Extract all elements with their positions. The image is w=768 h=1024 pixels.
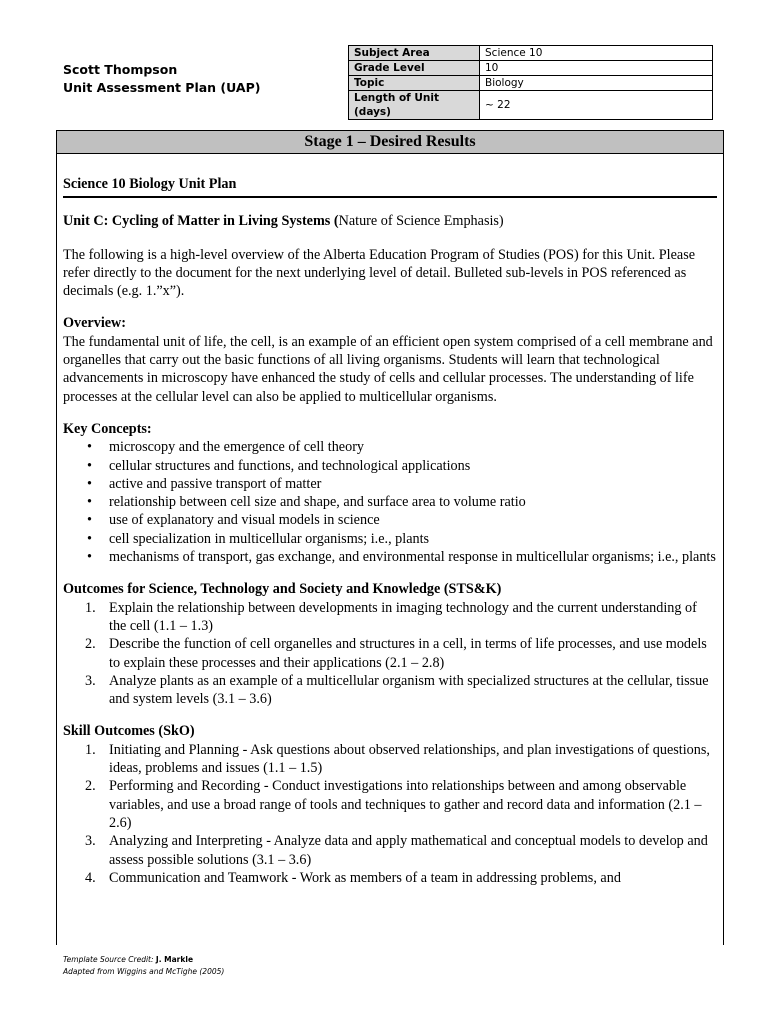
meta-key: Topic xyxy=(349,76,480,91)
unit-title-emphasis: Nature of Science Emphasis) xyxy=(338,213,504,230)
list-item xyxy=(63,635,717,672)
list-item-text: active and passive transport of matter xyxy=(109,475,322,492)
list-item-text: use of explanatory and visual models in science xyxy=(109,512,380,529)
bullet-icon: • xyxy=(87,530,92,547)
bullet-icon: • xyxy=(87,549,92,566)
list-item-text: microscopy and the emergence of cell theory xyxy=(109,439,365,456)
credit-name: J. Markle xyxy=(155,955,194,964)
list-item-text: relationship between cell size and shape, and surface area to volume ratio xyxy=(109,494,526,511)
key-concepts-heading: Key Concepts: xyxy=(63,420,152,437)
unit-title-bold: Unit C: Cycling of Matter in Living Systems ( xyxy=(63,213,339,230)
list-number: 2. xyxy=(85,778,96,795)
list-item-text: cell specialization in multicellular organisms; i.e., plants xyxy=(109,530,430,547)
adapted-from: Adapted from Wiggins and McTighe (2005) xyxy=(63,967,225,976)
stsk-outcomes-list xyxy=(63,599,717,709)
list-item xyxy=(63,511,717,529)
stage-1-frame xyxy=(56,130,724,945)
skill-outcomes-list xyxy=(63,741,717,887)
bullet-icon: • xyxy=(87,494,92,511)
list-item xyxy=(63,599,717,636)
plan-title: Science 10 Biology Unit Plan xyxy=(63,175,717,198)
list-item xyxy=(63,493,717,511)
overview-paragraph: The fundamental unit of life, the cell, is an example of an efficient open system comprised of a cell membrane and organelles that carry out the basic functions of all living organisms. Students will learn that technological advancements in microscopy have enhanced the study of cells and cellular processes. The understanding of life processes at the cellular level can also be applied to multicellular organisms. xyxy=(63,333,713,405)
meta-value: Science 10 xyxy=(480,46,713,61)
meta-key: Grade Level xyxy=(349,61,480,76)
list-item xyxy=(63,475,717,493)
meta-key: Length of Unit (days) xyxy=(349,91,480,120)
list-item xyxy=(63,548,717,566)
list-item-text: Analyze plants as an example of a multicellular organism with specialized structures at the cellular, tissue and system levels (3.1 – 3.6) xyxy=(109,672,709,708)
list-item-text: Explain the relationship between developments in imaging technology and the current understanding of the cell (1.1 – 1.3) xyxy=(109,599,697,634)
list-item-text: Performing and Recording - Conduct investigations into relationships between and among observable variables, and use a broad range of tools and techniques to gather and record data and information (2.1 – 2.6) xyxy=(109,778,702,831)
author-name: Scott Thompson xyxy=(63,62,178,77)
list-item-text: Communication and Teamwork - Work as members of a team in addressing problems, and xyxy=(109,869,621,886)
overview-heading: Overview: xyxy=(63,315,127,332)
list-number: 1. xyxy=(85,741,96,758)
list-item xyxy=(63,457,717,475)
intro-paragraph: The following is a high-level overview of the Alberta Education Program of Studies (POS) for this Unit. Please refer directly to the document for the next underlying level of detail. Bulleted sub-levels in POS referenced as decimals (e.g. 1.”x”). xyxy=(63,246,696,300)
author-block xyxy=(63,61,260,97)
key-concepts-list xyxy=(63,438,717,566)
list-item-text: cellular structures and functions, and technological applications xyxy=(109,457,471,474)
skill-outcomes-heading: Skill Outcomes (SkO) xyxy=(63,723,195,740)
list-item xyxy=(63,832,717,869)
list-number: 3. xyxy=(85,672,96,689)
table-row xyxy=(349,46,713,61)
document-title: Unit Assessment Plan (UAP) xyxy=(63,80,261,95)
meta-value: 10 xyxy=(480,61,713,76)
table-row xyxy=(349,76,713,91)
stage-content xyxy=(57,175,723,887)
unit-info-table xyxy=(348,45,713,120)
list-number: 3. xyxy=(85,833,96,850)
stage-title: Stage 1 – Desired Results xyxy=(57,131,723,154)
list-item xyxy=(63,530,717,548)
meta-value: ~ 22 xyxy=(480,91,713,120)
list-item xyxy=(63,777,717,832)
list-item-text: Describe the function of cell organelles and structures in a cell, in terms of life processes, and use models to explain these processes and their applications (2.1 – 2.8) xyxy=(109,636,707,671)
list-item-text: mechanisms of transport, gas exchange, and environmental response in multicellular organisms; i.e., plants xyxy=(109,549,716,566)
bullet-icon: • xyxy=(87,512,92,529)
list-number: 2. xyxy=(85,636,96,653)
list-item xyxy=(63,869,717,887)
list-item-text: Analyzing and Interpreting - Analyze data and apply mathematical and conceptual models to develop and assess possible solutions (3.1 – 3.6) xyxy=(109,833,708,868)
bullet-icon: • xyxy=(87,439,92,456)
list-number: 4. xyxy=(85,869,96,886)
list-item xyxy=(63,438,717,456)
unit-title xyxy=(63,212,717,230)
stsk-heading: Outcomes for Science, Technology and Society and Knowledge (STS&K) xyxy=(63,581,502,598)
list-item-text: Initiating and Planning - Ask questions about observed relationships, and plan investigations of questions, ideas, problems and issues (1.1 – 1.5) xyxy=(109,741,710,777)
table-row xyxy=(349,61,713,76)
credit-label: Template Source Credit: xyxy=(63,955,154,964)
meta-value: Biology xyxy=(480,76,713,91)
bullet-icon: • xyxy=(87,457,92,474)
list-item xyxy=(63,672,717,709)
bullet-icon: • xyxy=(87,475,92,492)
footer xyxy=(63,954,224,978)
list-number: 1. xyxy=(85,599,96,616)
meta-key: Subject Area xyxy=(349,46,480,61)
list-item xyxy=(63,741,717,778)
table-row xyxy=(349,91,713,120)
template-credit xyxy=(63,954,224,966)
